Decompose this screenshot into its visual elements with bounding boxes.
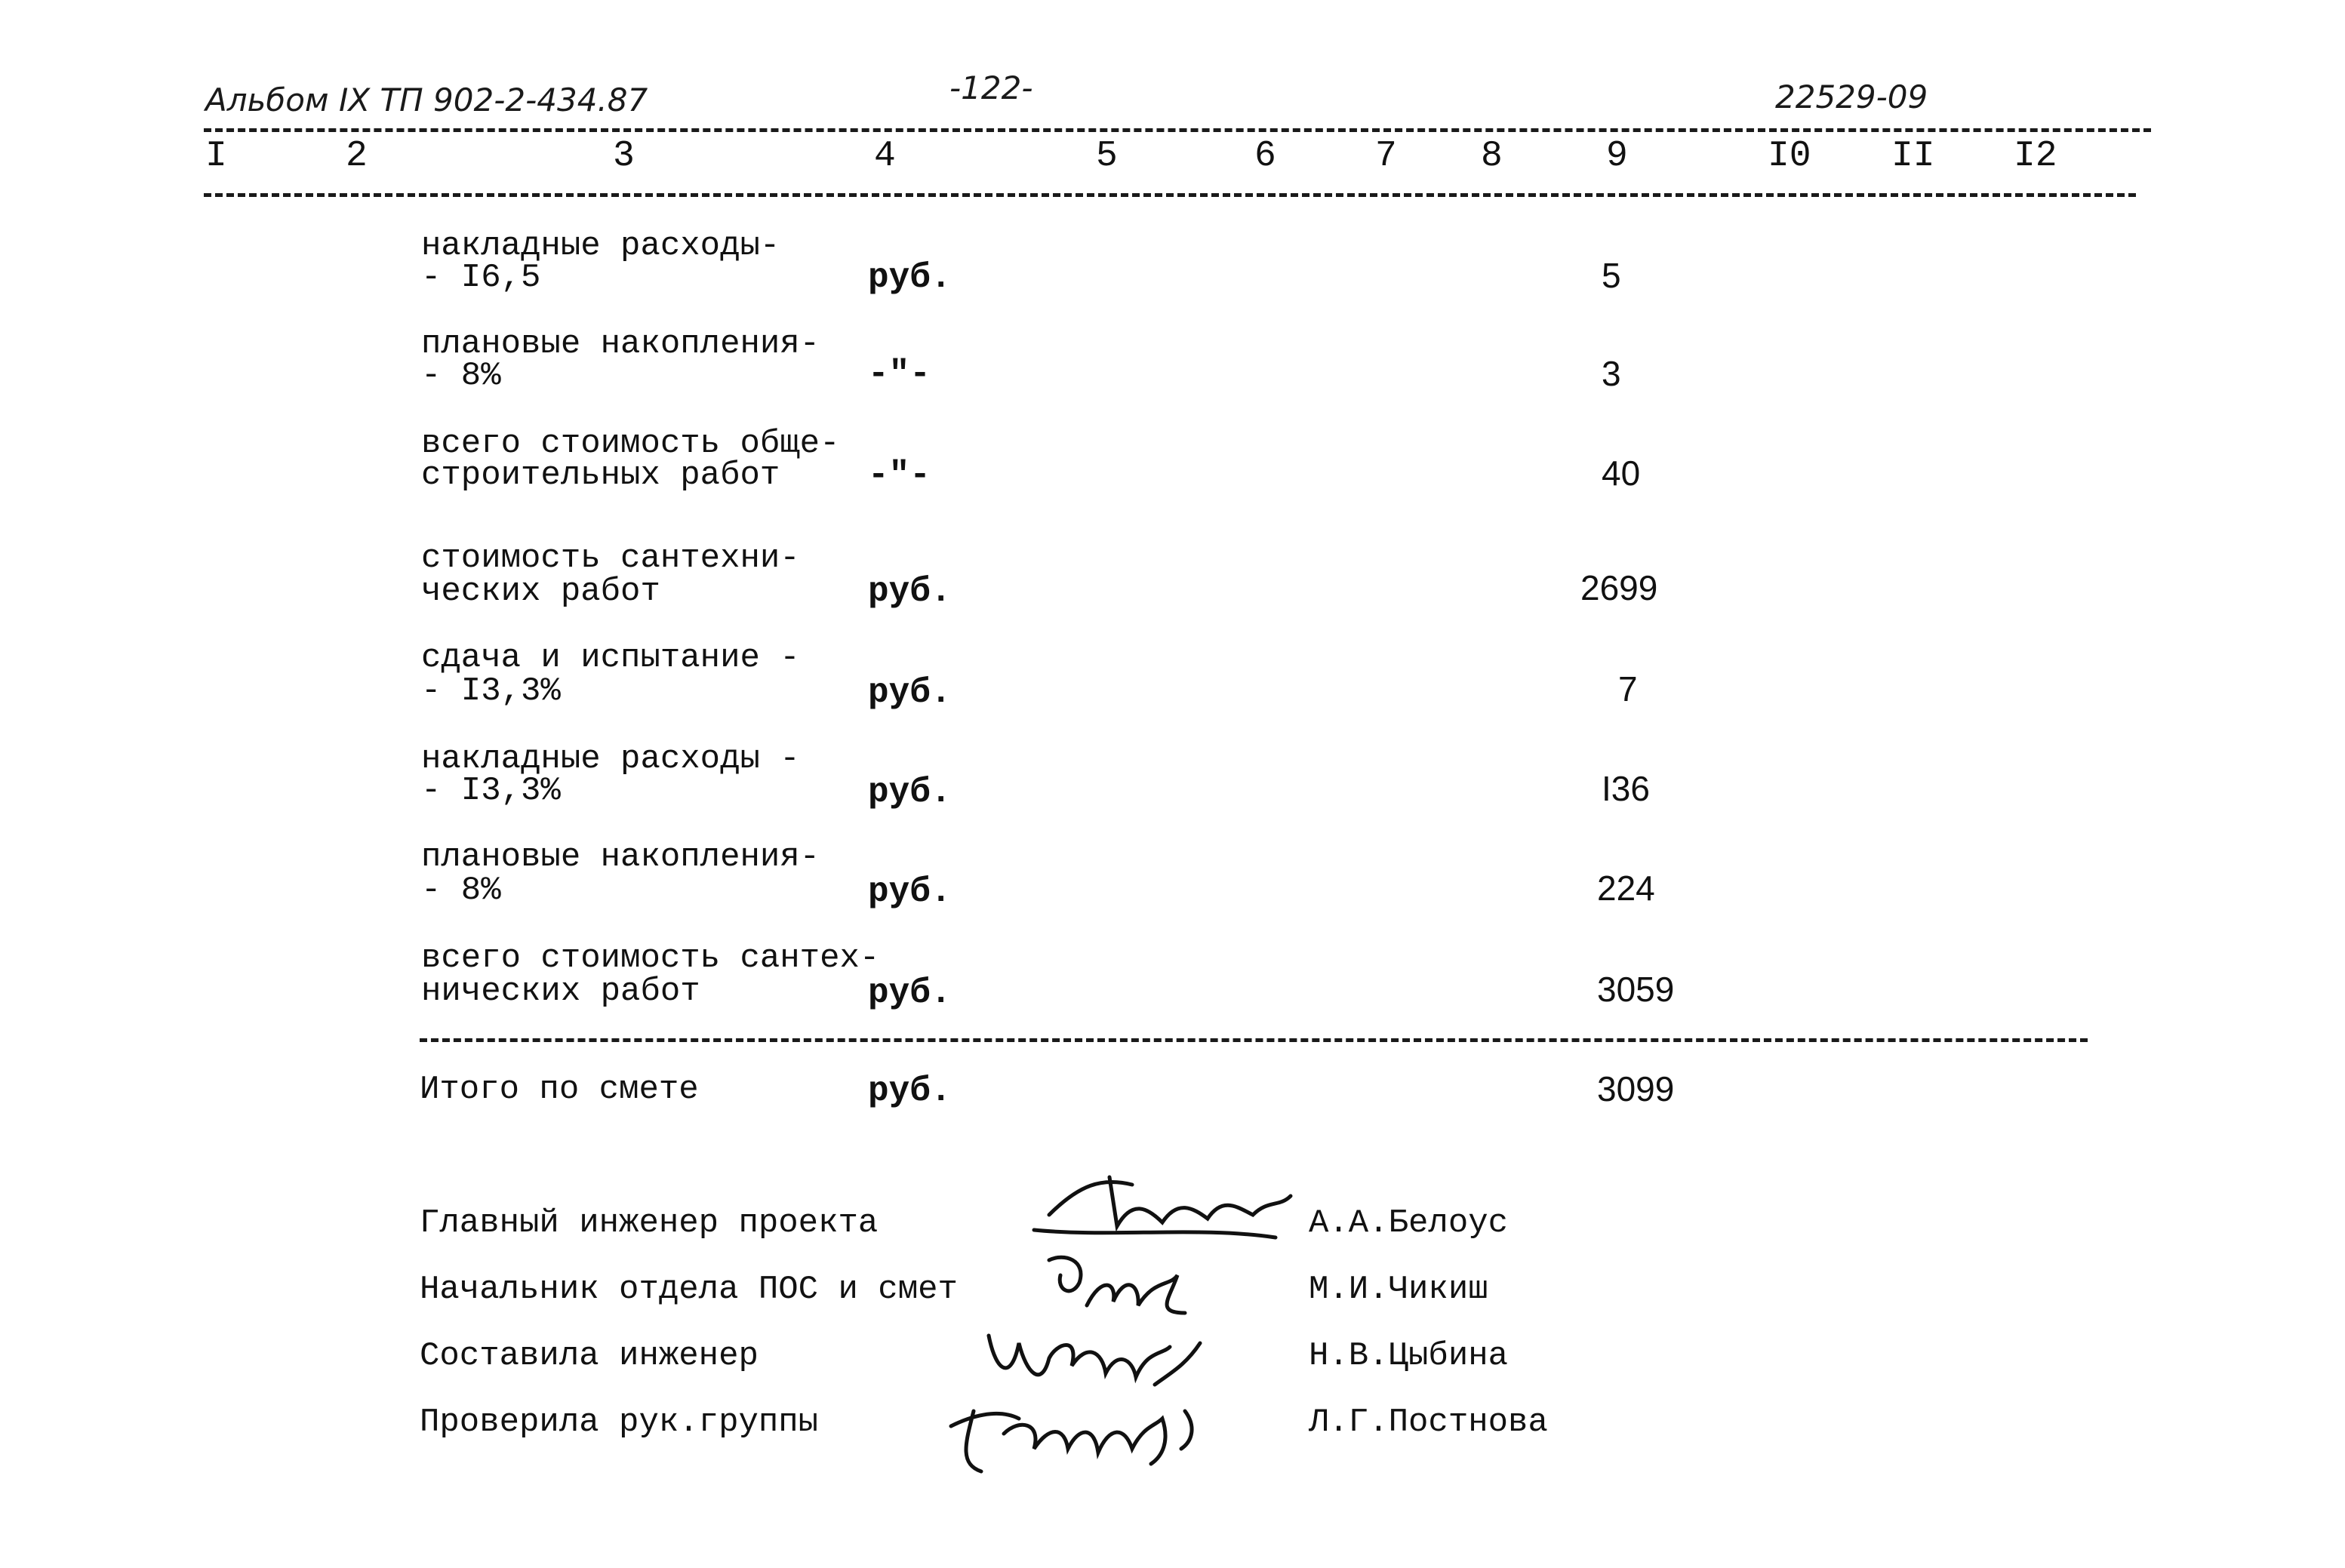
signature-role: Начальник отдела ПОС и смет xyxy=(420,1271,958,1308)
document-code: 22529-09 xyxy=(1775,78,1928,115)
column-number: 8 xyxy=(1481,136,1503,177)
total-unit: руб. xyxy=(868,1071,952,1111)
column-number: 9 xyxy=(1606,136,1628,177)
row-unit: -"- xyxy=(868,355,931,394)
row-description-line1: всего стоимость сантех- xyxy=(421,939,880,977)
row-unit: руб. xyxy=(868,673,952,712)
row-description-line2: - I3,3% xyxy=(421,672,561,710)
row-description-line2: строительных работ xyxy=(421,457,780,494)
signature-name: М.И.Чикиш xyxy=(1309,1271,1488,1308)
column-number: 5 xyxy=(1096,136,1118,177)
signature-role: Проверила рук.группы xyxy=(420,1404,819,1441)
row-description-line2: нических работ xyxy=(421,973,700,1010)
column-header-rule xyxy=(204,193,2136,197)
row-value: 5 xyxy=(1602,256,1621,295)
row-description-line2: - I3,3% xyxy=(421,772,561,810)
row-unit: руб. xyxy=(868,773,952,812)
row-unit: руб. xyxy=(868,572,952,611)
row-description-line2: - I6,5 xyxy=(421,259,541,297)
row-description-line2: - 8% xyxy=(421,357,501,395)
row-description-line2: ческих работ xyxy=(421,573,660,610)
row-description-line1: плановые накопления- xyxy=(421,325,820,363)
handwritten-signature-group-lead xyxy=(936,1381,1223,1490)
column-number: I xyxy=(205,136,227,177)
row-value: 40 xyxy=(1602,453,1641,493)
column-number: I2 xyxy=(2014,136,2057,177)
row-description-line1: накладные расходы - xyxy=(421,740,800,778)
row-value: 2699 xyxy=(1580,568,1658,607)
signature-name: Л.Г.Постнова xyxy=(1309,1404,1548,1441)
row-value: 3 xyxy=(1602,354,1621,393)
row-description-line1: накладные расходы- xyxy=(421,227,780,265)
row-value: 7 xyxy=(1618,669,1638,709)
page-number: -122- xyxy=(949,69,1033,106)
row-value: 3059 xyxy=(1597,970,1675,1009)
top-rule xyxy=(204,128,2151,132)
column-number: 2 xyxy=(346,136,368,177)
total-label: Итого по смете xyxy=(420,1071,699,1108)
column-number: II xyxy=(1891,136,1935,177)
album-title: Альбом IX ТП 902-2-434.87 xyxy=(205,81,648,118)
signature-role: Главный инженер проекта xyxy=(420,1204,879,1242)
signature-role: Составила инженер xyxy=(420,1337,759,1375)
row-description-line1: всего стоимость обще- xyxy=(421,425,840,463)
column-number: 6 xyxy=(1254,136,1276,177)
column-number: 3 xyxy=(613,136,635,177)
row-unit: руб. xyxy=(868,872,952,912)
row-description-line1: сдача и испытание - xyxy=(421,639,800,677)
column-number: I0 xyxy=(1768,136,1811,177)
row-unit: -"- xyxy=(868,456,931,495)
total-value: 3099 xyxy=(1597,1069,1675,1108)
column-number: 4 xyxy=(874,136,896,177)
column-number: 7 xyxy=(1375,136,1397,177)
row-description-line2: - 8% xyxy=(421,872,501,909)
signature-name: А.А.Белоус xyxy=(1309,1204,1509,1242)
row-unit: руб. xyxy=(868,973,952,1013)
row-value: I36 xyxy=(1602,769,1650,808)
row-description-line1: стоимость сантехни- xyxy=(421,540,800,577)
signature-name: Н.В.Цыбина xyxy=(1309,1337,1509,1375)
row-description-line1: плановые накопления- xyxy=(421,838,820,876)
row-value: 224 xyxy=(1597,869,1655,908)
total-rule xyxy=(420,1038,2088,1042)
row-unit: руб. xyxy=(868,258,952,297)
